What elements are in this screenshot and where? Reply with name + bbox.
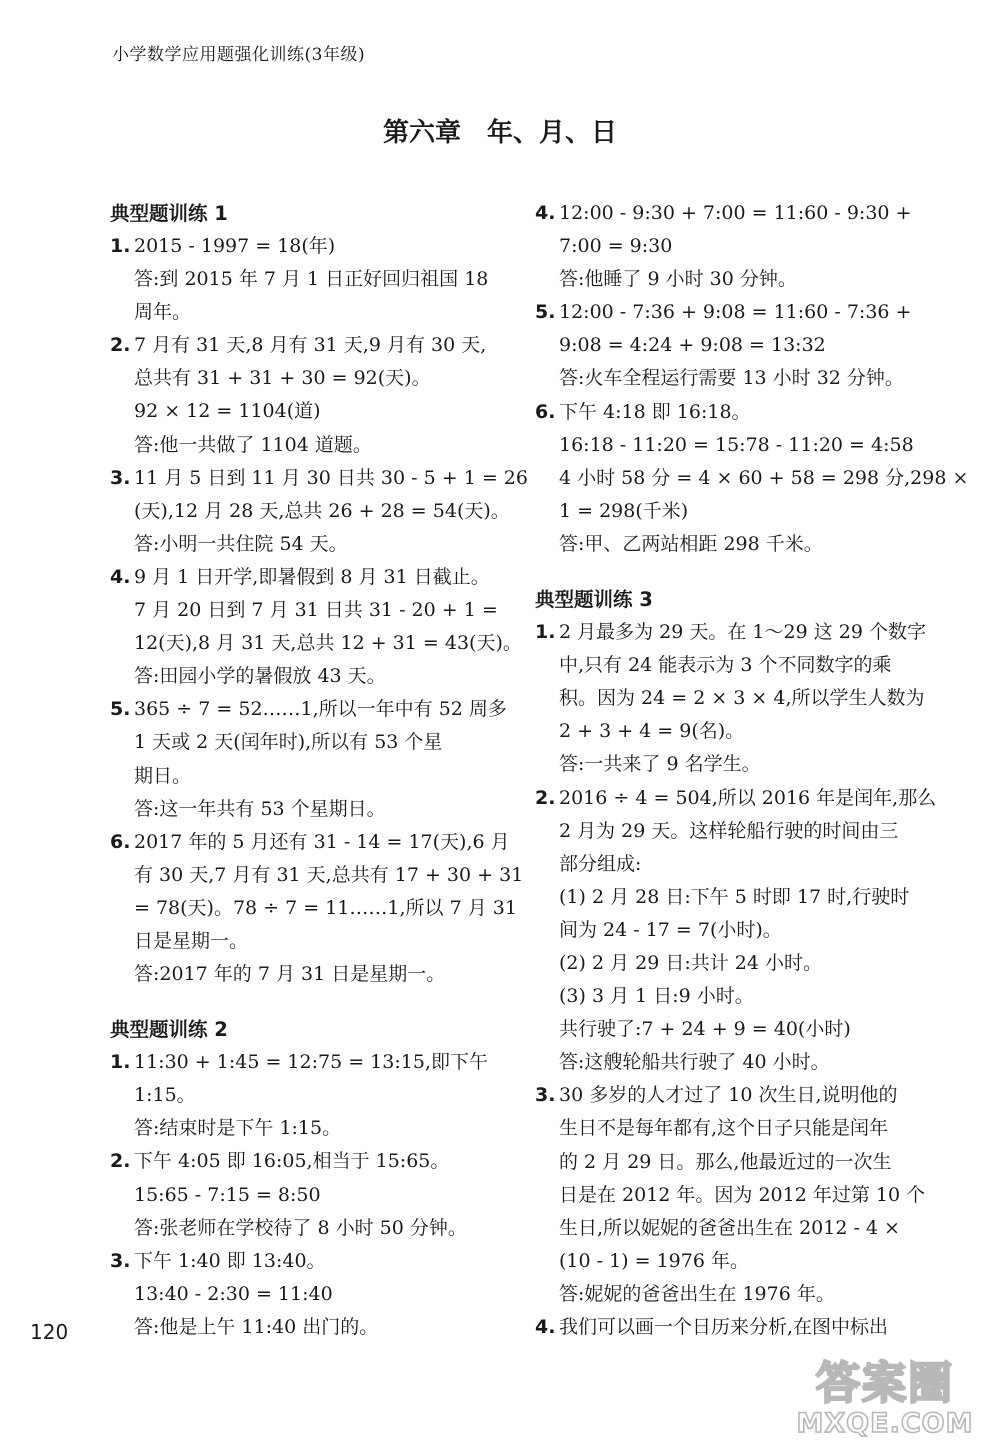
answer-item bbox=[110, 1245, 505, 1278]
item-text: 下午 4:18 即 16:18。 bbox=[559, 400, 751, 423]
item-text: 2015 - 1997 = 18(年) bbox=[134, 235, 336, 257]
item-text: 12:00 - 9:30 + 7:00 = 11:60 - 9:30 + bbox=[559, 202, 912, 224]
answer-line: 有 30 天,7 月有 31 天,总共有 17 + 30 + 31 bbox=[134, 863, 524, 886]
answer-line: (1) 2 月 28 日:下午 5 时即 17 时,行驶时 bbox=[559, 885, 910, 908]
answer-line: 13:40 - 2:30 = 11:40 bbox=[134, 1282, 333, 1305]
answer-line: 答:一共来了 9 名学生。 bbox=[559, 753, 761, 776]
answer-line: 间为 24 - 17 = 7(小时)。 bbox=[559, 918, 782, 941]
answer-line: 答:到 2015 年 7 月 1 日正好回归祖国 18 bbox=[134, 268, 489, 291]
svg-text:答案圈: 答案圈 bbox=[816, 1358, 954, 1409]
chapter-title: 第六章 年、月、日 bbox=[382, 118, 617, 148]
item-text: 我们可以画一个日历来分析,在图中标出 bbox=[559, 1316, 889, 1338]
answer-line: 1 = 298(千米) bbox=[559, 499, 689, 522]
item-number: 3. bbox=[110, 1249, 131, 1272]
answer-line: 答:这艘轮船共行驶了 40 小时。 bbox=[559, 1051, 830, 1074]
left-column bbox=[110, 197, 528, 1344]
answer-line: 中,只有 24 能表示为 3 个不同数字的乘 bbox=[559, 654, 892, 677]
answer-line: 1 天或 2 天(闰年时),所以有 53 个星 bbox=[134, 731, 443, 754]
section-title: 典型题训练 3 bbox=[535, 588, 653, 612]
answer-line: 日是在 2012 年。因为 2012 年过第 10 个 bbox=[559, 1183, 926, 1206]
item-text: 9 月 1 日开学,即暑假到 8 月 31 日截止。 bbox=[134, 565, 490, 588]
answer-item bbox=[535, 396, 930, 429]
answer-line: 生日不是每年都有,这个日子只能是闰年 bbox=[559, 1117, 889, 1140]
item-number: 4. bbox=[535, 1316, 556, 1338]
item-number: 5. bbox=[535, 301, 556, 324]
item-text: 11:30 + 1:45 = 12:75 = 13:15,即下午 bbox=[134, 1051, 488, 1074]
item-text: 2 月最多为 29 天。在 1～29 这 29 个数字 bbox=[559, 621, 926, 644]
answer-item bbox=[535, 782, 937, 815]
item-number: 6. bbox=[110, 830, 131, 853]
answer-line: (3) 3 月 1 日:9 小时。 bbox=[559, 985, 754, 1008]
answer-item bbox=[110, 462, 528, 495]
answer-line: 7 月 20 日到 7 月 31 日共 31 - 20 + 1 = bbox=[134, 599, 498, 622]
answer-line: 答:妮妮的爸爸出生在 1976 年。 bbox=[559, 1282, 835, 1305]
answer-line: (10 - 1) = 1976 年。 bbox=[559, 1249, 749, 1272]
item-number: 2. bbox=[110, 334, 131, 357]
answer-line: 1:15。 bbox=[134, 1084, 196, 1107]
answer-item bbox=[110, 1145, 505, 1178]
answer-line: 积。因为 24 = 2 × 3 × 4,所以学生人数为 bbox=[559, 687, 925, 710]
answer-line: (天),12 月 28 天,总共 26 + 28 = 54(天)。 bbox=[134, 499, 510, 522]
answer-line: 2 月为 29 天。这样轮船行驶的时间由三 bbox=[559, 819, 899, 842]
item-number: 5. bbox=[110, 698, 131, 721]
answer-line: 2 + 3 + 4 = 9(名)。 bbox=[559, 720, 745, 743]
answer-item bbox=[535, 296, 930, 329]
item-number: 2. bbox=[110, 1150, 131, 1173]
answer-item bbox=[110, 230, 505, 263]
answer-line: 日是星期一。 bbox=[134, 929, 249, 952]
item-number: 1. bbox=[535, 621, 556, 644]
answer-item bbox=[110, 329, 505, 362]
answer-item bbox=[110, 693, 505, 726]
answer-item bbox=[535, 616, 930, 649]
item-number: 3. bbox=[110, 466, 131, 489]
answer-line: 答:甲、乙两站相距 298 千米。 bbox=[559, 532, 823, 555]
item-text: 2017 年的 5 月还有 31 - 14 = 17(天),6 月 bbox=[134, 830, 510, 853]
section-title: 典型题训练 1 bbox=[110, 202, 228, 225]
answer-line: 答:结束时是下午 1:15。 bbox=[134, 1117, 342, 1140]
answer-line: 4 小时 58 分 = 4 × 60 + 58 = 298 分,298 × bbox=[559, 466, 969, 489]
answer-item bbox=[110, 561, 505, 594]
answer-line: 生日,所以妮妮的爸爸出生在 2012 - 4 × bbox=[559, 1216, 900, 1239]
answer-line: 的 2 月 29 日。那么,他最近过的一次生 bbox=[559, 1150, 892, 1173]
item-number: 4. bbox=[110, 565, 131, 588]
answer-line: 15:65 - 7:15 = 8:50 bbox=[134, 1183, 321, 1206]
item-text: 2016 ÷ 4 = 504,所以 2016 年是闰年,那么 bbox=[559, 786, 937, 809]
item-number: 6. bbox=[535, 400, 556, 423]
right-column bbox=[535, 197, 969, 1344]
answer-line: 答:张老师在学校待了 8 小时 50 分钟。 bbox=[134, 1216, 467, 1239]
watermark-logo bbox=[790, 1352, 980, 1440]
answer-item bbox=[110, 1046, 505, 1079]
page-number: 120 bbox=[30, 1320, 69, 1344]
book-title-header: 小学数学应用题强化训练(3年级) bbox=[112, 45, 366, 65]
item-text: 7 月有 31 天,8 月有 31 天,9 月有 30 天, bbox=[134, 334, 487, 357]
item-text: 下午 4:05 即 16:05,相当于 15:65。 bbox=[134, 1150, 450, 1173]
answer-line: 12(天),8 月 31 天,总共 12 + 31 = 43(天)。 bbox=[134, 632, 522, 655]
answer-item bbox=[535, 1079, 930, 1112]
answer-line: 16:18 - 11:20 = 15:78 - 11:20 = 4:58 bbox=[559, 433, 914, 456]
answer-line: 答:小明一共住院 54 天。 bbox=[134, 532, 348, 555]
answer-item bbox=[535, 197, 930, 230]
answer-line: 答:2017 年的 7 月 31 日是星期一。 bbox=[134, 963, 446, 986]
answer-line: 9:08 = 4:24 + 9:08 = 13:32 bbox=[559, 334, 826, 357]
answer-line: 答:他一共做了 1104 道题。 bbox=[134, 433, 372, 456]
item-number: 2. bbox=[535, 786, 556, 809]
answer-line: 答:他是上午 11:40 出门的。 bbox=[134, 1315, 379, 1338]
answer-line: 部分组成: bbox=[559, 852, 642, 875]
item-text: 365 ÷ 7 = 52……1,所以一年中有 52 周多 bbox=[134, 698, 507, 721]
item-text: 11 月 5 日到 11 月 30 日共 30 - 5 + 1 = 26 bbox=[134, 466, 528, 489]
answer-line: (2) 2 月 29 日:共计 24 小时。 bbox=[559, 951, 822, 974]
item-number: 1. bbox=[110, 235, 131, 257]
answer-line: 总共有 31 + 31 + 30 = 92(天)。 bbox=[134, 367, 431, 390]
section-title: 典型题训练 2 bbox=[110, 1018, 228, 1042]
answer-line: 答:这一年共有 53 个星期日。 bbox=[134, 797, 386, 820]
item-text: 下午 1:40 即 13:40。 bbox=[134, 1249, 326, 1272]
answer-line: 周年。 bbox=[134, 301, 192, 324]
answer-line: 答:他睡了 9 小时 30 分钟。 bbox=[559, 268, 797, 291]
answer-line: 7:00 = 9:30 bbox=[559, 235, 673, 258]
answer-line: 答:火车全程运行需要 13 小时 32 分钟。 bbox=[559, 367, 904, 390]
svg-text:MXQE.COM: MXQE.COM bbox=[796, 1408, 974, 1439]
answer-line: = 78(天)。78 ÷ 7 = 11……1,所以 7 月 31 bbox=[134, 896, 517, 919]
item-number: 1. bbox=[110, 1051, 131, 1074]
item-text: 30 多岁的人才过了 10 次生日,说明他的 bbox=[559, 1084, 898, 1107]
item-number: 4. bbox=[535, 202, 556, 224]
answer-line: 期日。 bbox=[134, 764, 192, 787]
answer-item bbox=[110, 826, 510, 859]
item-number: 3. bbox=[535, 1084, 556, 1107]
item-text: 12:00 - 7:36 + 9:08 = 11:60 - 7:36 + bbox=[559, 301, 912, 324]
answer-line: 共行驶了:7 + 24 + 9 = 40(小时) bbox=[559, 1018, 851, 1041]
answer-line: 92 × 12 = 1104(道) bbox=[134, 400, 321, 423]
answer-line: 答:田园小学的暑假放 43 天。 bbox=[134, 665, 386, 688]
answer-item bbox=[535, 1311, 930, 1344]
